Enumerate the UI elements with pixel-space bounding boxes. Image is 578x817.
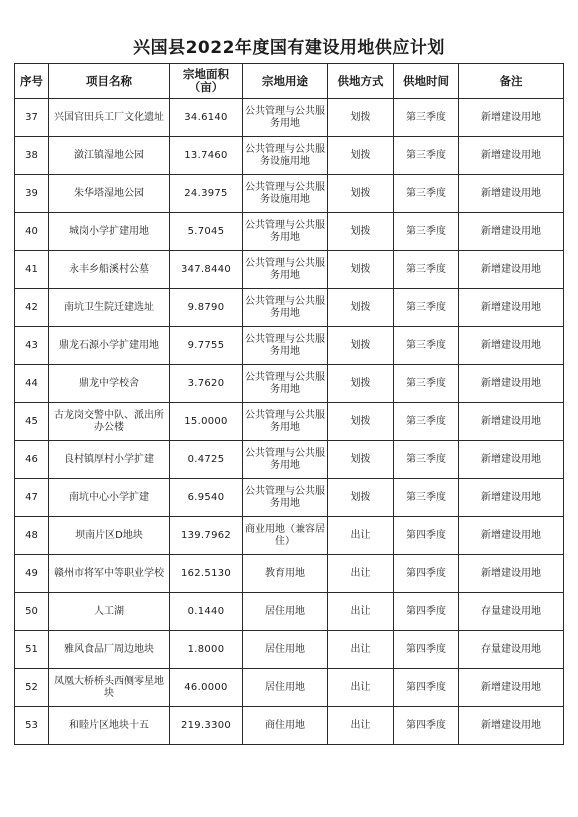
header-remarks: 备注 (459, 64, 564, 99)
table-row (15, 441, 564, 479)
supply-time-cell: 第三季度 (394, 327, 459, 365)
table-header-row (15, 64, 564, 99)
supply-time-cell: 第四季度 (394, 555, 459, 593)
supply-time-cell: 第三季度 (394, 289, 459, 327)
supply-time-cell: 第三季度 (394, 479, 459, 517)
remarks-cell: 新增建设用地 (459, 403, 564, 441)
serial-cell: 48 (15, 517, 49, 555)
land-use-cell: 商业用地（兼容居住） (243, 517, 328, 555)
supply-time-cell: 第三季度 (394, 251, 459, 289)
remarks-cell: 新增建设用地 (459, 555, 564, 593)
header-project-name: 项目名称 (49, 64, 170, 99)
remarks-cell: 新增建设用地 (459, 289, 564, 327)
supply-method-cell: 划拨 (328, 441, 394, 479)
serial-cell: 47 (15, 479, 49, 517)
table-row (15, 669, 564, 707)
project-name-cell: 凤凰大桥桥头西侧零星地块 (49, 669, 170, 707)
table-row (15, 365, 564, 403)
land-use-cell: 居住用地 (243, 669, 328, 707)
supply-method-cell: 划拨 (328, 365, 394, 403)
project-name-cell: 永丰乡船溪村公墓 (49, 251, 170, 289)
area-cell: 0.4725 (170, 441, 243, 479)
land-use-cell: 公共管理与公共服务用地 (243, 441, 328, 479)
header-land-use: 宗地用途 (243, 64, 328, 99)
remarks-cell: 新增建设用地 (459, 251, 564, 289)
project-name-cell: 人工湖 (49, 593, 170, 631)
serial-cell: 38 (15, 137, 49, 175)
table-row (15, 175, 564, 213)
land-use-cell: 商住用地 (243, 707, 328, 745)
project-name-cell: 良村镇厚村小学扩建 (49, 441, 170, 479)
supply-time-cell: 第三季度 (394, 137, 459, 175)
project-name-cell: 坝南片区D地块 (49, 517, 170, 555)
area-cell: 3.7620 (170, 365, 243, 403)
table-row (15, 555, 564, 593)
remarks-cell: 新增建设用地 (459, 365, 564, 403)
supply-time-cell: 第四季度 (394, 517, 459, 555)
area-cell: 139.7962 (170, 517, 243, 555)
serial-cell: 46 (15, 441, 49, 479)
serial-cell: 39 (15, 175, 49, 213)
table-row (15, 517, 564, 555)
table-row (15, 593, 564, 631)
project-name-cell: 南坑中心小学扩建 (49, 479, 170, 517)
table-row (15, 251, 564, 289)
supply-method-cell: 出让 (328, 707, 394, 745)
area-cell: 162.5130 (170, 555, 243, 593)
land-use-cell: 公共管理与公共服务用地 (243, 327, 328, 365)
supply-time-cell: 第三季度 (394, 365, 459, 403)
remarks-cell: 新增建设用地 (459, 213, 564, 251)
land-supply-table (14, 63, 564, 745)
supply-time-cell: 第四季度 (394, 669, 459, 707)
supply-method-cell: 划拨 (328, 327, 394, 365)
table-row (15, 327, 564, 365)
supply-time-cell: 第三季度 (394, 403, 459, 441)
serial-cell: 45 (15, 403, 49, 441)
area-cell: 1.8000 (170, 631, 243, 669)
land-use-cell: 公共管理与公共服务用地 (243, 251, 328, 289)
supply-time-cell: 第三季度 (394, 175, 459, 213)
land-use-cell: 公共管理与公共服务用地 (243, 289, 328, 327)
project-name-cell: 南坑卫生院迁建选址 (49, 289, 170, 327)
supply-time-cell: 第四季度 (394, 631, 459, 669)
area-cell: 5.7045 (170, 213, 243, 251)
supply-method-cell: 划拨 (328, 175, 394, 213)
project-name-cell: 鼎龙中学校舍 (49, 365, 170, 403)
land-use-cell: 教育用地 (243, 555, 328, 593)
supply-method-cell: 出让 (328, 593, 394, 631)
serial-cell: 50 (15, 593, 49, 631)
land-use-cell: 公共管理与公共服务用地 (243, 213, 328, 251)
supply-time-cell: 第三季度 (394, 441, 459, 479)
supply-method-cell: 划拨 (328, 99, 394, 137)
area-cell: 219.3300 (170, 707, 243, 745)
supply-method-cell: 划拨 (328, 403, 394, 441)
remarks-cell: 新增建设用地 (459, 479, 564, 517)
remarks-cell: 新增建设用地 (459, 669, 564, 707)
project-name-cell: 古龙岗交警中队、派出所办公楼 (49, 403, 170, 441)
remarks-cell: 新增建设用地 (459, 517, 564, 555)
table-row (15, 289, 564, 327)
page-title: 兴国县2022年度国有建设用地供应计划 (133, 38, 445, 58)
supply-time-cell: 第三季度 (394, 99, 459, 137)
remarks-cell: 新增建设用地 (459, 99, 564, 137)
land-use-cell: 公共管理与公共服务设施用地 (243, 175, 328, 213)
area-cell: 24.3975 (170, 175, 243, 213)
serial-cell: 53 (15, 707, 49, 745)
header-supply-time: 供地时间 (394, 64, 459, 99)
land-use-cell: 公共管理与公共服务用地 (243, 365, 328, 403)
project-name-cell: 城岗小学扩建用地 (49, 213, 170, 251)
area-cell: 34.6140 (170, 99, 243, 137)
supply-time-cell: 第四季度 (394, 593, 459, 631)
supply-method-cell: 划拨 (328, 213, 394, 251)
serial-cell: 43 (15, 327, 49, 365)
serial-cell: 40 (15, 213, 49, 251)
supply-method-cell: 出让 (328, 631, 394, 669)
supply-method-cell: 出让 (328, 517, 394, 555)
area-cell: 46.0000 (170, 669, 243, 707)
supply-method-cell: 划拨 (328, 137, 394, 175)
area-cell: 9.8790 (170, 289, 243, 327)
project-name-cell: 朱华塔湿地公园 (49, 175, 170, 213)
remarks-cell: 新增建设用地 (459, 327, 564, 365)
supply-method-cell: 出让 (328, 669, 394, 707)
land-use-cell: 公共管理与公共服务用地 (243, 99, 328, 137)
area-cell: 15.0000 (170, 403, 243, 441)
header-area: 宗地面积（亩） (170, 64, 243, 99)
area-cell: 0.1440 (170, 593, 243, 631)
serial-cell: 42 (15, 289, 49, 327)
supply-method-cell: 出让 (328, 555, 394, 593)
supply-method-cell: 划拨 (328, 289, 394, 327)
remarks-cell: 新增建设用地 (459, 137, 564, 175)
project-name-cell: 兴国官田兵工厂文化遗址 (49, 99, 170, 137)
serial-cell: 52 (15, 669, 49, 707)
land-use-cell: 公共管理与公共服务用地 (243, 403, 328, 441)
remarks-cell: 存量建设用地 (459, 593, 564, 631)
serial-cell: 44 (15, 365, 49, 403)
land-use-cell: 公共管理与公共服务设施用地 (243, 137, 328, 175)
area-cell: 6.9540 (170, 479, 243, 517)
remarks-cell: 新增建设用地 (459, 441, 564, 479)
project-name-cell: 鼎龙石源小学扩建用地 (49, 327, 170, 365)
area-cell: 13.7460 (170, 137, 243, 175)
supply-method-cell: 划拨 (328, 479, 394, 517)
table-row (15, 99, 564, 137)
table-row (15, 631, 564, 669)
land-use-cell: 居住用地 (243, 631, 328, 669)
header-serial: 序号 (15, 64, 49, 99)
remarks-cell: 存量建设用地 (459, 631, 564, 669)
serial-cell: 37 (15, 99, 49, 137)
remarks-cell: 新增建设用地 (459, 707, 564, 745)
project-name-cell: 雅风食品厂周边地块 (49, 631, 170, 669)
area-cell: 347.8440 (170, 251, 243, 289)
area-cell: 9.7755 (170, 327, 243, 365)
table-row (15, 479, 564, 517)
serial-cell: 51 (15, 631, 49, 669)
land-use-cell: 公共管理与公共服务用地 (243, 479, 328, 517)
supply-time-cell: 第三季度 (394, 213, 459, 251)
table-row (15, 403, 564, 441)
supply-method-cell: 划拨 (328, 251, 394, 289)
remarks-cell: 新增建设用地 (459, 175, 564, 213)
project-name-cell: 和睦片区地块十五 (49, 707, 170, 745)
land-use-cell: 居住用地 (243, 593, 328, 631)
project-name-cell: 赣州市将军中等职业学校 (49, 555, 170, 593)
serial-cell: 41 (15, 251, 49, 289)
table-row (15, 137, 564, 175)
supply-time-cell: 第四季度 (394, 707, 459, 745)
table-row (15, 213, 564, 251)
table-row (15, 707, 564, 745)
serial-cell: 49 (15, 555, 49, 593)
project-name-cell: 潋江镇湿地公园 (49, 137, 170, 175)
header-supply-method: 供地方式 (328, 64, 394, 99)
